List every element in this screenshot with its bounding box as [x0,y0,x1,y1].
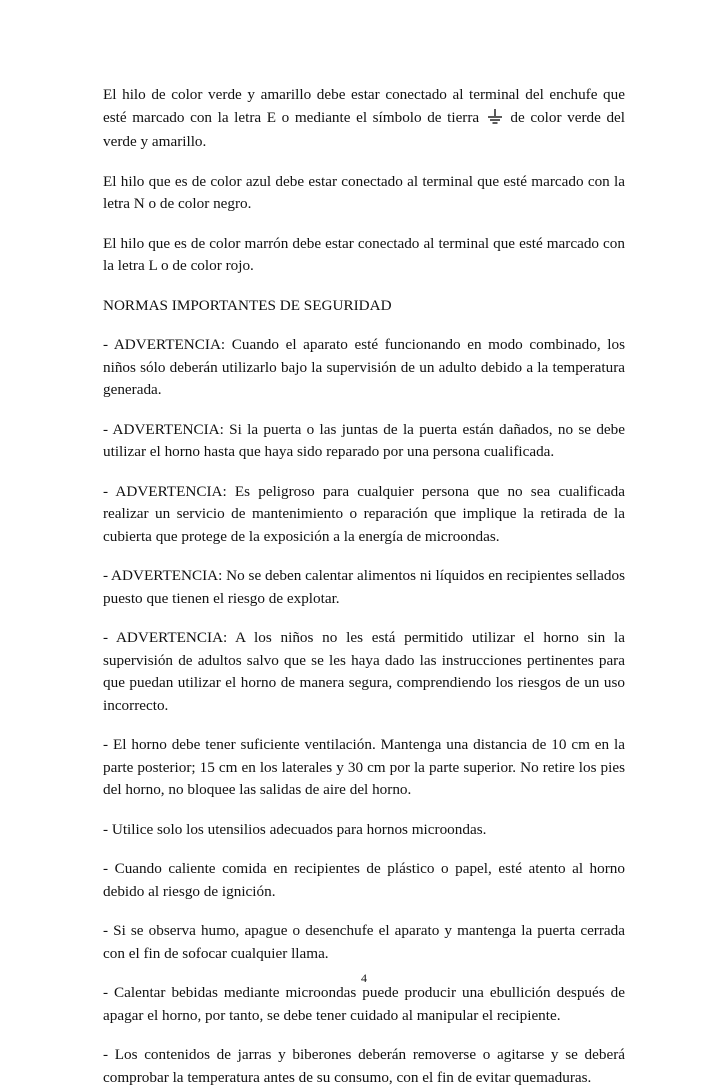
safety-item: - ADVERTENCIA: A los niños no les está permitido utilizar el horno sin la supervisión de adultos salvo que se les haya dado las instrucciones pertinentes para que puedan utilizar el horno de manera segura, comprendiendo los riesgos de un uso incorrecto. [103,629,625,714]
safety-item: - Utilice solo los utensilios adecuados para hornos microondas. [103,820,487,838]
ground-earth-icon [487,109,503,132]
paragraph-text-before-symbol: El hilo de color verde y amarillo debe estar conectado al terminal del enchufe que esté marcado con la letra E o mediante el símbolo de tierra [103,86,625,126]
paragraph-brown-wire: El hilo que es de color marrón debe estar conectado al terminal que esté marcado con la letra L o de color rojo. [103,234,625,274]
section-heading: NORMAS IMPORTANTES DE SEGURIDAD [103,296,392,314]
safety-item: - Calentar bebidas mediante microondas puede producir una ebullición después de apagar el horno, por tanto, se debe tener cuidado al manipular el recipiente. [103,984,625,1024]
page-number: 4 [361,971,367,985]
paragraph-text-after-symbol: de color verde del verde y amarillo. [103,108,626,150]
safety-item: - Si se observa humo, apague o desenchufe el aparato y mantenga la puerta cerrada con el fin de sofocar cualquier llama. [103,922,625,962]
safety-item: - ADVERTENCIA: Si la puerta o las juntas de la puerta están dañados, no se debe utilizar el horno hasta que haya sido reparado por una persona cualificada. [103,420,625,460]
safety-item: - ADVERTENCIA: Cuando el aparato esté funcionando en modo combinado, los niños sólo deberán utilizarlo bajo la supervisión de un adulto debido a la temperatura generada. [103,336,625,398]
safety-item: - El horno debe tener suficiente ventilación. Mantenga una distancia de 10 cm en la parte posterior; 15 cm en los laterales y 30 cm por la parte superior. No retire los pies del horno, no bloquee las salidas de aire del horno. [103,736,625,798]
paragraph-blue-wire: El hilo que es de color azul debe estar conectado al terminal que esté marcado con la letra N o de color negro. [103,172,625,212]
safety-item: - ADVERTENCIA: Es peligroso para cualquier persona que no sea cualificada realizar un servicio de mantenimiento o reparación que implique la retirada de la cubierta que protege de la exposición a la energía de microondas. [103,482,625,545]
safety-item: - Cuando caliente comida en recipientes de plástico o papel, esté atento al horno debido al riesgo de ignición. [103,860,625,900]
safety-item: - ADVERTENCIA: No se deben calentar alimentos ni líquidos en recipientes sellados puesto que tienen el riesgo de explotar. [103,567,625,607]
safety-item: - Los contenidos de jarras y biberones deberán removerse o agitarse y se deberá comprobar la temperatura antes de su consumo, con el fin de evitar quemaduras. [103,1046,625,1086]
paragraph-green-yellow-wire [103,84,625,154]
